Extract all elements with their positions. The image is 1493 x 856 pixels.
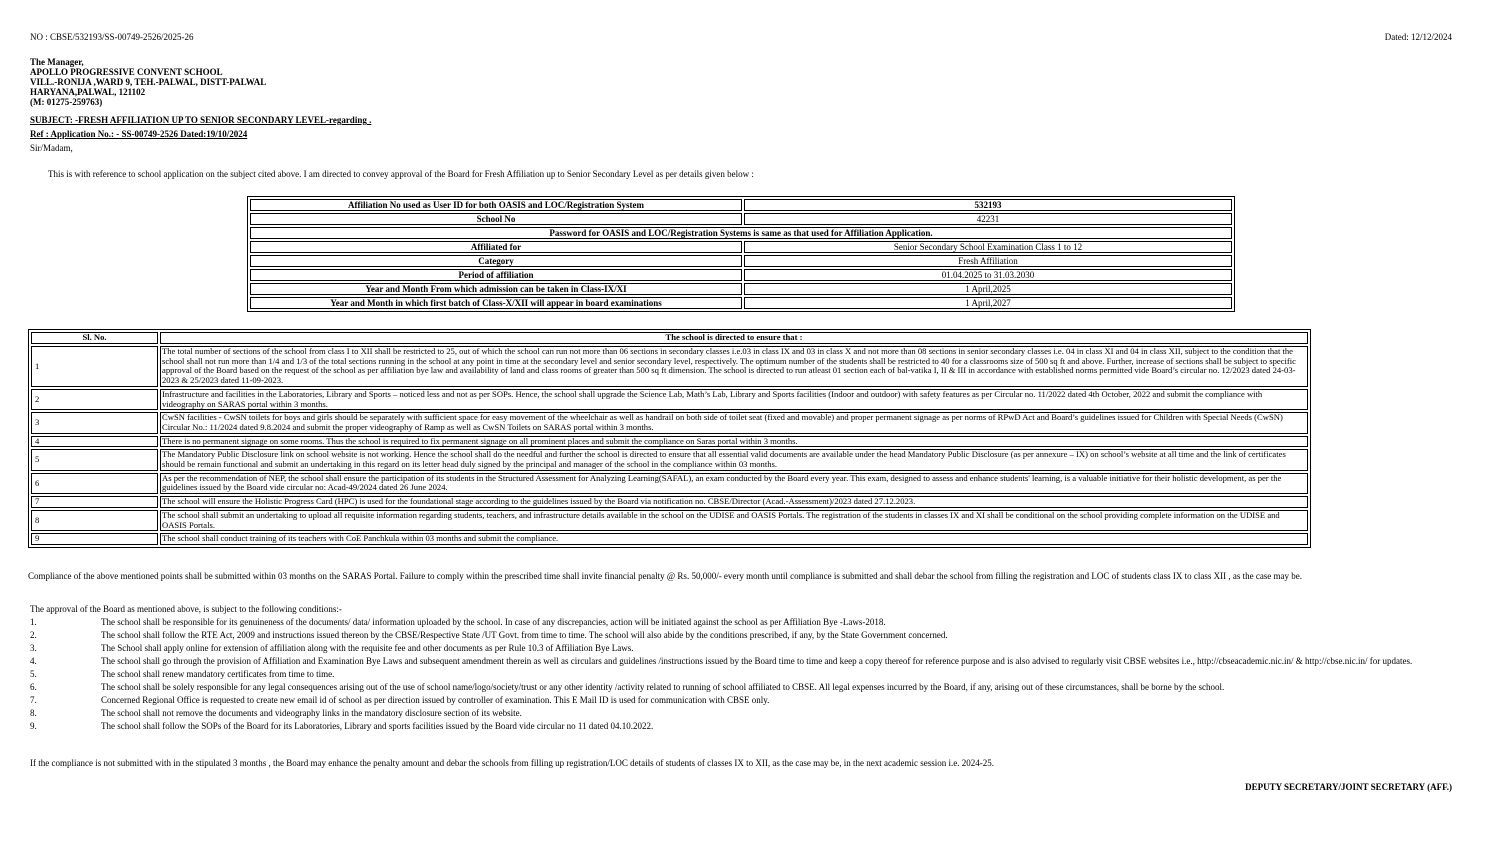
school-no-value: 42231 <box>744 213 1232 225</box>
directions-header: The school is directed to ensure that : <box>160 332 1308 344</box>
recipient-address <box>30 57 266 107</box>
affiliation-no-label: Affiliation No used as User ID for both OASIS and LOC/Registration System <box>250 199 742 211</box>
first-batch-value: 1 April,2027 <box>744 297 1232 309</box>
row-number: 5 <box>31 449 158 470</box>
table-row <box>250 241 1232 253</box>
table-row <box>250 227 1232 239</box>
final-note: If the compliance is not submitted with in the stipulated 3 months , the Board may enhance the penalty amount and debar the schools from filling up registration/LOC details of students of classes IX to XII, as the case may be, in the next academic session i.e. 2024-25. <box>30 758 995 768</box>
admission-label: Year and Month From which admission can be taken in Class-IX/XI <box>250 283 742 295</box>
sl-no-header: Sl. No. <box>31 332 158 344</box>
table-row <box>31 346 1308 387</box>
row-number: 1 <box>31 346 158 387</box>
item-text: The school shall renew mandatory certificates from time to time. <box>101 669 335 679</box>
subject-line: SUBJECT: -FRESH AFFILIATION UP TO SENIOR SECONDARY LEVEL-regarding . <box>30 115 372 125</box>
row-number: 4 <box>31 436 158 448</box>
item-number: 2. <box>30 630 37 640</box>
row-text: CwSN facilities - CwSN toilets for boys and girls should be separately with sufficient space for easy movement of the wheelchair as well as handrail on both side of toilet seat (fixed and movable) and proper permanent signage as per norms of RPwD Act and Board’s guidelines issued for Children with Special Needs (CwSN) Circular No.: 11/2024 dated 9.8.2024 and submit the proper videography of Ramp as well as CwSN Toilets on SARAS portal within 3 months. <box>160 412 1308 433</box>
password-note: Password for OASIS and LOC/Registration Systems is same as that used for Affiliation Application. <box>250 227 1232 239</box>
reference-number: NO : CBSE/532193/SS-00749-2526/2025-26 <box>30 32 194 42</box>
row-text: The school shall submit an undertaking to upload all requisite information regarding students, teachers, and infrastructure details available in the school on the UDISE and OASIS Portals. The registration of the students in classes IX and XI shall be conditional on the school providing complete information on the UDISE and OASIS Portals. <box>160 510 1308 531</box>
list-item <box>30 708 1450 718</box>
item-number: 4. <box>30 656 37 666</box>
item-number: 6. <box>30 682 37 692</box>
row-text: Infrastructure and facilities in the Laboratories, Library and Sports – noticed less and not as per SOPs. Hence, the school shall upgrade the Science Lab, Math’s Lab, Library and Sports facilities (Indoor and outdoor) with safety features as per Circular no. 11/2022 dated 4th October, 2022 and submit the compliance with videography on SARAS portal within 3 months. <box>160 389 1308 410</box>
address-line: The Manager, <box>30 57 84 67</box>
approval-conditions-intro: The approval of the Board as mentioned above, is subject to the following conditions:- <box>30 604 342 614</box>
address-line: (M: 01275-259763) <box>30 97 103 107</box>
item-text: The School shall apply online for extension of affiliation along with the requisite fee and other documents as per Rule 10.3 of Affiliation Bye Laws. <box>101 643 634 653</box>
table-row <box>250 255 1232 267</box>
period-label: Period of affiliation <box>250 269 742 281</box>
table-row <box>250 213 1232 225</box>
list-item <box>30 617 1450 627</box>
table-row <box>250 283 1232 295</box>
list-item <box>30 682 1450 692</box>
table-row <box>250 297 1232 309</box>
list-item <box>30 669 1450 679</box>
row-text: There is no permanent signage on some rooms. Thus the school is required to fix permanent signage on all prominent places and submit the compliance on Saras portal within 3 months. <box>160 436 1308 448</box>
row-number: 2 <box>31 389 158 410</box>
item-text: The school shall be solely responsible for any legal consequences arising out of the use of school name/logo/society/trust or any other identity /activity related to running of school affiliated to CBSE. All legal expenses incurred by the Board, if any, arising out of these circumstances, shall be borne by the school. <box>101 682 1225 692</box>
row-number: 8 <box>31 510 158 531</box>
row-text: The school will ensure the Holistic Progress Card (HPC) is used for the foundational stage according to the guidelines issued by the Board via notification no. CBSE/Director (Acad.-Assessment)/2023 dated 27.12.2023. <box>160 496 1308 508</box>
letter-date: Dated: 12/12/2024 <box>1384 32 1452 42</box>
category-label: Category <box>250 255 742 267</box>
list-item <box>30 656 1450 666</box>
address-line: HARYANA,PALWAL, 121102 <box>30 87 146 97</box>
signatory: DEPUTY SECRETARY/JOINT SECRETARY (AFF.) <box>1245 782 1452 792</box>
table-row <box>31 533 1308 545</box>
list-item <box>30 721 1450 731</box>
table-row <box>31 436 1308 448</box>
item-number: 8. <box>30 708 37 718</box>
affiliated-for-label: Affiliated for <box>250 241 742 253</box>
item-text: Concerned Regional Office is requested to create new email id of school as per direction issued by controller of examination. This E Mail ID is used for communication with CBSE only. <box>101 695 770 705</box>
row-number: 3 <box>31 412 158 433</box>
row-text: As per the recommendation of NEP, the school shall ensure the participation of its students in the Structured Assessment for Analyzing Learning(SAFAL), an exam conducted by the Board every year. This exam, designed to assess and enhance students' learning, is a valuable initiative for their holistic development, as per the guidelines issued by the Board vide circular no: Acad-49/2024 dated 26 June 2024. <box>160 473 1308 494</box>
table-row <box>250 199 1232 211</box>
admission-value: 1 April,2025 <box>744 283 1232 295</box>
table-row <box>250 269 1232 281</box>
list-item <box>30 630 1450 640</box>
address-line: APOLLO PROGRESSIVE CONVENT SCHOOL <box>30 67 223 77</box>
row-number: 7 <box>31 496 158 508</box>
compliance-paragraph: Compliance of the above mentioned points shall be submitted within 03 months on the SARAS Portal. Failure to comply within the prescribed time shall invite financial penalty @ Rs. 50,000/- every month until compliance is submitted and shall debar the school from filling the registration and LOC of students class IX to class XII , as the case may be. <box>28 571 1303 581</box>
table-row <box>31 510 1308 531</box>
list-item <box>30 643 1450 653</box>
affiliated-for-value: Senior Secondary School Examination Class 1 to 12 <box>744 241 1232 253</box>
item-number: 3. <box>30 643 37 653</box>
table-row <box>31 473 1308 494</box>
item-text: The school shall be responsible for its genuineness of the documents/ data/ information uploaded by the school. In case of any discrepancies, action will be initiated against the school as per Affiliation Bye -Laws-2018. <box>101 617 886 627</box>
salutation: Sir/Madam, <box>30 143 73 153</box>
affiliation-details-table <box>247 196 1235 312</box>
item-number: 7. <box>30 695 37 705</box>
item-text: The school shall not remove the documents and videography links in the mandatory disclosure section of its website. <box>101 708 522 718</box>
row-number: 9 <box>31 533 158 545</box>
application-reference: Ref : Application No.: - SS-00749-2526 Dated:19/10/2024 <box>30 129 248 139</box>
row-text: The Mandatory Public Disclosure link on school website is not working. Hence the school shall do the needful and further the school is directed to ensure that all essential valid documents are available under the head Mandatory Public Disclosure (as per annexure – IX) on school’s website at all time and the link of certificates should be remain functional and submit an undertaking in this regard on its letter head duly signed by the principal and manager of the school in the compliance within 03 months. <box>160 449 1308 470</box>
conditions-list <box>30 617 1450 734</box>
address-line: VILL.-RONIJA ,WARD 9, TEH.-PALWAL, DISTT-PALWAL <box>30 77 267 87</box>
table-row <box>31 389 1308 410</box>
first-batch-label: Year and Month in which first batch of Class-X/XII will appear in board examinations <box>250 297 742 309</box>
table-row <box>31 496 1308 508</box>
table-row <box>31 412 1308 433</box>
table-row <box>31 449 1308 470</box>
list-item <box>30 695 1450 705</box>
category-value: Fresh Affiliation <box>744 255 1232 267</box>
row-number: 6 <box>31 473 158 494</box>
item-text: The school shall follow the SOPs of the Board for its Laboratories, Library and sports facilities issued by the Board vide circular no 11 dated 04.10.2022. <box>101 721 654 731</box>
directions-table <box>28 329 1311 548</box>
item-text: The school shall go through the provision of Affiliation and Examination Bye Laws and subsequent amendment therein as well as circulars and guidelines /instructions issued by the Board time to time and keep a copy thereof for reference purpose and is also advised to regularly visit CBSE websites i.e., http://cbseacademic.nic.in/ & http://cbse.nic.in/ for updates. <box>101 656 1413 666</box>
school-no-label: School No <box>250 213 742 225</box>
row-text: The school shall conduct training of its teachers with CoE Panchkula within 03 months and submit the compliance. <box>160 533 1308 545</box>
row-text: The total number of sections of the school from class I to XII shall be restricted to 25, out of which the school can run not more than 06 sections in secondary classes i.e.03 in class IX and 03 in class X and not more than 08 sections in senior secondary classes i.e. 04 in class XI and 04 in class XII, subject to the condition that the school shall not run more than 1/4 and 1/3 of the total sections running in the school at any point in time at the secondary level and senior secondary level, respectively. The optimum number of the students shall be restricted to 40 for a classrooms size of 500 sq ft and above. Further, increase of sections shall be subject to specific approval of the Board based on the request of the school as per affiliation bye law and availability of land and class rooms of greater than 500 sq ft dimension. The school is directed to run atleast 01 section each of bal-vatika I, II & III in accordance with established norms permitted vide Board’s circular no. 12/2023 dated 24-03-2023 & 25/2023 dated 11-09-2023. <box>160 346 1308 387</box>
item-number: 9. <box>30 721 37 731</box>
item-number: 1. <box>30 617 37 627</box>
item-number: 5. <box>30 669 37 679</box>
affiliation-no-value: 532193 <box>744 199 1232 211</box>
table-header-row <box>31 332 1308 344</box>
intro-paragraph: This is with reference to school application on the subject cited above. I am directed to convey approval of the Board for Fresh Affiliation up to Senior Secondary Level as per details given below : <box>48 169 754 179</box>
period-value: 01.04.2025 to 31.03.2030 <box>744 269 1232 281</box>
item-text: The school shall follow the RTE Act, 2009 and instructions issued thereon by the CBSE/Respective State /UT Govt. from time to time. The school will also abide by the conditions prescribed, if any, by the State Government concerned. <box>101 630 948 640</box>
